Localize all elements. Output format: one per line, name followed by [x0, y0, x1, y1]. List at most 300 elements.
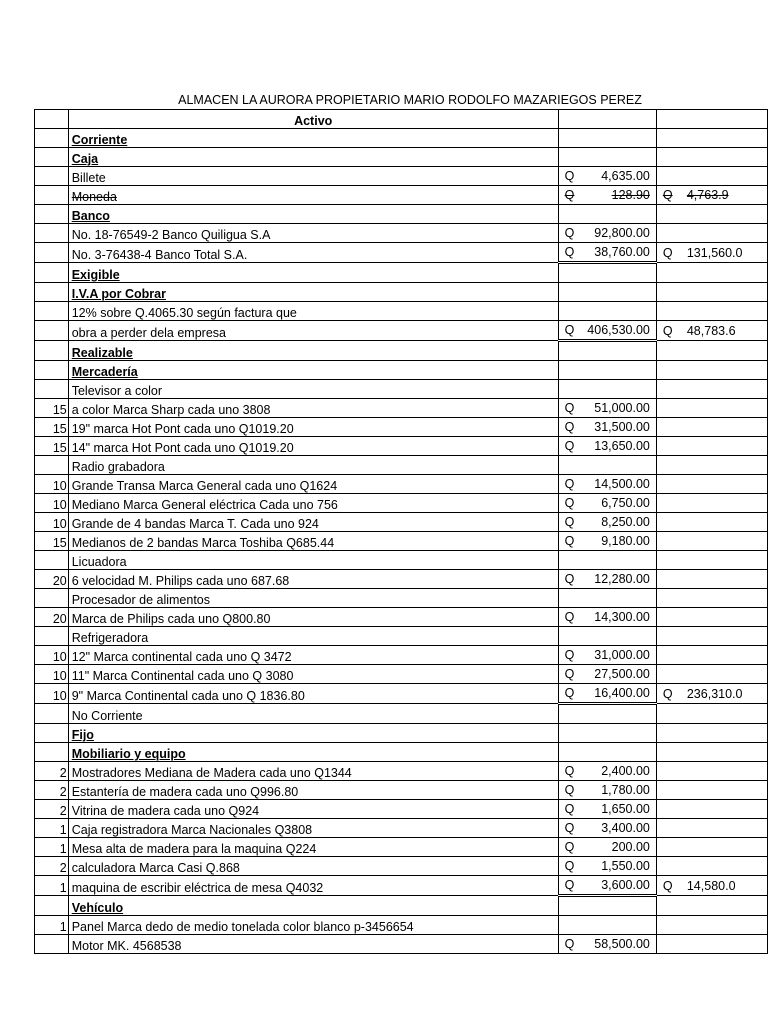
description-text: Grande de 4 bandas Marca T. Cada uno 924 — [71, 517, 319, 531]
total-cell[interactable] — [656, 665, 767, 684]
qty-cell[interactable] — [35, 302, 69, 321]
amount-value: 16,400.00 — [594, 686, 650, 700]
table-row — [35, 819, 768, 838]
description-cell[interactable] — [68, 380, 558, 399]
total-cell[interactable] — [656, 475, 767, 494]
description-cell[interactable] — [68, 167, 558, 186]
description-cell[interactable] — [68, 148, 558, 167]
description-text: Licuadora — [71, 555, 127, 569]
value-cell[interactable] — [558, 302, 656, 321]
description-text: 9" Marca Continental cada uno Q 1836.80 — [71, 689, 305, 703]
value-cell[interactable] — [558, 665, 656, 684]
value-cell[interactable] — [558, 186, 656, 205]
table-row — [35, 186, 768, 205]
qty-cell[interactable]: 15 — [35, 418, 69, 437]
description-cell[interactable] — [68, 724, 558, 743]
total-cell[interactable] — [656, 205, 767, 224]
total-cell[interactable] — [656, 627, 767, 646]
description-cell[interactable] — [68, 341, 558, 361]
qty-cell[interactable]: 2 — [35, 781, 69, 800]
qty-cell[interactable]: 20 — [35, 608, 69, 627]
qty-cell[interactable] — [35, 704, 69, 724]
total-cell[interactable] — [656, 302, 767, 321]
description-cell[interactable] — [68, 896, 558, 916]
value-cell[interactable] — [558, 167, 656, 186]
total-cell[interactable] — [656, 129, 767, 148]
value-cell[interactable] — [558, 148, 656, 167]
total-cell[interactable] — [656, 781, 767, 800]
currency-symbol: Q — [564, 821, 575, 835]
value-cell[interactable] — [558, 361, 656, 380]
table-row — [35, 762, 768, 781]
total-cell[interactable] — [656, 243, 767, 263]
currency-symbol: Q — [564, 188, 575, 202]
value-cell[interactable] — [558, 399, 656, 418]
table-row — [35, 800, 768, 819]
description-text: Moneda — [71, 190, 117, 204]
description-text: Caja registradora Marca Nacionales Q3808 — [71, 823, 313, 837]
value-cell[interactable] — [558, 819, 656, 838]
value-cell[interactable] — [558, 627, 656, 646]
description-cell[interactable] — [68, 475, 558, 494]
description-cell[interactable] — [68, 743, 558, 762]
qty-cell[interactable] — [35, 321, 69, 341]
currency-symbol: Q — [662, 246, 673, 260]
currency-symbol: Q — [564, 439, 575, 453]
description-text: Billete — [71, 171, 106, 185]
value-cell[interactable] — [558, 475, 656, 494]
description-cell[interactable] — [68, 437, 558, 456]
table-row — [35, 437, 768, 456]
total-cell[interactable] — [656, 916, 767, 935]
table-row — [35, 380, 768, 399]
qty-cell[interactable] — [35, 148, 69, 167]
header-row — [35, 110, 768, 129]
qty-cell[interactable] — [35, 283, 69, 302]
value-cell[interactable] — [558, 608, 656, 627]
currency-symbol: Q — [564, 648, 575, 662]
description-text: Radio grabadora — [71, 460, 165, 474]
qty-cell[interactable] — [35, 896, 69, 916]
total-cell[interactable] — [656, 437, 767, 456]
total-cell[interactable] — [656, 724, 767, 743]
description-cell[interactable] — [68, 418, 558, 437]
description-text: obra a perder dela empresa — [71, 326, 226, 340]
currency-symbol: Q — [564, 667, 575, 681]
table-row — [35, 205, 768, 224]
currency-symbol: Q — [564, 802, 575, 816]
total-cell[interactable] — [656, 380, 767, 399]
value-cell[interactable] — [558, 263, 656, 283]
description-text: Marca de Philips cada uno Q800.80 — [71, 612, 271, 626]
description-cell[interactable] — [68, 684, 558, 704]
description-text: Grande Transa Marca General cada uno Q1624 — [71, 479, 338, 493]
qty-cell[interactable]: 1 — [35, 876, 69, 896]
total-cell[interactable] — [656, 263, 767, 283]
description-text: Banco — [71, 209, 110, 223]
table-row — [35, 129, 768, 148]
qty-cell[interactable] — [35, 341, 69, 361]
description-cell[interactable] — [68, 838, 558, 857]
table-row — [35, 243, 768, 263]
value-cell[interactable] — [558, 456, 656, 475]
value-cell[interactable] — [558, 896, 656, 916]
description-text: Procesador de alimentos — [71, 593, 210, 607]
description-cell[interactable] — [68, 243, 558, 263]
description-text: Realizable — [71, 346, 133, 360]
total-cell[interactable] — [656, 399, 767, 418]
total-cell[interactable] — [656, 224, 767, 243]
amount-value: 3,400.00 — [601, 821, 650, 835]
table-row — [35, 456, 768, 475]
currency-symbol: Q — [564, 937, 575, 951]
table-row — [35, 896, 768, 916]
description-cell[interactable] — [68, 800, 558, 819]
currency-symbol: Q — [564, 323, 575, 337]
description-cell[interactable] — [68, 781, 558, 800]
description-cell[interactable] — [68, 608, 558, 627]
table-row — [35, 224, 768, 243]
description-cell[interactable] — [68, 302, 558, 321]
description-cell[interactable] — [68, 361, 558, 380]
qty-cell[interactable]: 10 — [35, 665, 69, 684]
total-cell[interactable] — [656, 361, 767, 380]
description-cell[interactable] — [68, 399, 558, 418]
value-cell[interactable] — [558, 437, 656, 456]
total-cell[interactable] — [656, 110, 767, 129]
currency-symbol: Q — [662, 324, 673, 338]
total-cell[interactable] — [656, 456, 767, 475]
table-row — [35, 857, 768, 876]
qty-cell[interactable]: 10 — [35, 513, 69, 532]
description-cell[interactable] — [68, 665, 558, 684]
value-cell[interactable] — [558, 205, 656, 224]
table-row — [35, 475, 768, 494]
description-text: Televisor a color — [71, 384, 163, 398]
table-row — [35, 513, 768, 532]
value-cell[interactable] — [558, 283, 656, 302]
description-text: No Corriente — [71, 709, 143, 723]
value-cell[interactable] — [558, 341, 656, 361]
qty-cell[interactable]: 15 — [35, 399, 69, 418]
total-cell[interactable] — [656, 684, 767, 704]
table-row — [35, 627, 768, 646]
description-cell[interactable] — [68, 646, 558, 665]
total-cell[interactable] — [656, 876, 767, 896]
table-row — [35, 704, 768, 724]
total-cell[interactable] — [656, 762, 767, 781]
value-cell[interactable] — [558, 762, 656, 781]
description-text: Mobiliario y equipo — [71, 747, 186, 761]
qty-cell[interactable] — [35, 627, 69, 646]
value-cell[interactable] — [558, 684, 656, 704]
currency-symbol: Q — [662, 188, 673, 202]
description-cell[interactable] — [68, 205, 558, 224]
description-text: maquina de escribir eléctrica de mesa Q4032 — [71, 881, 324, 895]
description-text: No. 3-76438-4 Banco Total S.A. — [71, 248, 248, 262]
description-text: Exigible — [71, 268, 120, 282]
description-text: Corriente — [71, 133, 128, 147]
description-text: Mostradores Mediana de Madera cada uno Q1344 — [71, 766, 352, 780]
total-cell[interactable] — [656, 167, 767, 186]
description-cell[interactable] — [68, 186, 558, 205]
total-cell[interactable] — [656, 532, 767, 551]
total-cell[interactable] — [656, 341, 767, 361]
description-text: Mercadería — [71, 365, 138, 379]
value-cell[interactable] — [558, 494, 656, 513]
qty-cell[interactable] — [35, 110, 69, 129]
table-row — [35, 302, 768, 321]
value-cell[interactable] — [558, 704, 656, 724]
qty-cell[interactable]: 10 — [35, 684, 69, 704]
table-row — [35, 361, 768, 380]
description-text: 11" Marca Continental cada uno Q 3080 — [71, 669, 294, 683]
amount-value: 27,500.00 — [594, 667, 650, 681]
table-row — [35, 532, 768, 551]
value-cell[interactable] — [558, 857, 656, 876]
value-cell[interactable] — [558, 916, 656, 935]
description-cell[interactable] — [68, 762, 558, 781]
value-cell[interactable] — [558, 781, 656, 800]
currency-symbol: Q — [564, 610, 575, 624]
description-cell[interactable] — [68, 494, 558, 513]
description-cell[interactable] — [68, 224, 558, 243]
value-cell[interactable] — [558, 646, 656, 665]
value-cell[interactable] — [558, 513, 656, 532]
balance-sheet-table — [34, 109, 768, 954]
value-cell[interactable] — [558, 589, 656, 608]
value-cell[interactable] — [558, 110, 656, 129]
description-text: Mesa alta de madera para la maquina Q224 — [71, 842, 317, 856]
value-cell[interactable] — [558, 321, 656, 341]
qty-cell[interactable]: 10 — [35, 475, 69, 494]
qty-cell[interactable] — [35, 589, 69, 608]
currency-symbol: Q — [564, 840, 575, 854]
table-row — [35, 724, 768, 743]
description-text: Caja — [71, 152, 99, 166]
amount-value: 51,000.00 — [594, 401, 650, 415]
description-cell[interactable] — [68, 704, 558, 724]
subtotal-value: 236,310.0 — [686, 687, 743, 701]
total-cell[interactable] — [656, 608, 767, 627]
total-cell[interactable] — [656, 570, 767, 589]
qty-cell[interactable]: 2 — [35, 762, 69, 781]
qty-cell[interactable] — [35, 743, 69, 762]
value-cell[interactable] — [558, 838, 656, 857]
value-cell[interactable] — [558, 224, 656, 243]
value-cell[interactable] — [558, 380, 656, 399]
amount-value: 406,530.00 — [587, 323, 650, 337]
value-cell[interactable] — [558, 876, 656, 896]
total-cell[interactable] — [656, 321, 767, 341]
table-row — [35, 570, 768, 589]
description-cell[interactable] — [68, 589, 558, 608]
table-row — [35, 589, 768, 608]
table-row — [35, 646, 768, 665]
currency-symbol: Q — [564, 764, 575, 778]
qty-cell[interactable] — [35, 361, 69, 380]
qty-cell[interactable]: 15 — [35, 437, 69, 456]
currency-symbol: Q — [564, 496, 575, 510]
table-row — [35, 321, 768, 341]
qty-cell[interactable]: 1 — [35, 916, 69, 935]
description-text: Medianos de 2 bandas Marca Toshiba Q685.44 — [71, 536, 335, 550]
qty-cell[interactable]: 20 — [35, 570, 69, 589]
amount-value: 128.90 — [611, 188, 650, 202]
qty-cell[interactable] — [35, 380, 69, 399]
amount-value: 2,400.00 — [601, 764, 650, 778]
header-activo[interactable]: Activo — [68, 110, 558, 129]
description-cell[interactable] — [68, 857, 558, 876]
currency-symbol: Q — [564, 401, 575, 415]
qty-cell[interactable]: 10 — [35, 646, 69, 665]
currency-symbol: Q — [564, 420, 575, 434]
total-cell[interactable] — [656, 148, 767, 167]
amount-value: 9,180.00 — [601, 534, 650, 548]
table-row — [35, 399, 768, 418]
description-cell[interactable] — [68, 513, 558, 532]
total-cell[interactable] — [656, 551, 767, 570]
qty-cell[interactable] — [35, 224, 69, 243]
value-cell[interactable] — [558, 243, 656, 263]
value-cell[interactable] — [558, 129, 656, 148]
description-cell[interactable] — [68, 263, 558, 283]
total-cell[interactable] — [656, 935, 767, 954]
table-row — [35, 148, 768, 167]
total-cell[interactable] — [656, 589, 767, 608]
currency-symbol: Q — [662, 687, 673, 701]
description-text: Vitrina de madera cada uno Q924 — [71, 804, 260, 818]
description-text: Estantería de madera cada uno Q996.80 — [71, 785, 299, 799]
subtotal-value: 131,560.0 — [686, 246, 743, 260]
description-text: calculadora Marca Casi Q.868 — [71, 861, 240, 875]
amount-value: 3,600.00 — [601, 878, 650, 892]
table-row — [35, 608, 768, 627]
description-text: Fijo — [71, 728, 94, 742]
amount-value: 1,650.00 — [601, 802, 650, 816]
description-cell[interactable] — [68, 819, 558, 838]
currency-symbol: Q — [564, 534, 575, 548]
amount-value: 92,800.00 — [594, 226, 650, 240]
value-cell[interactable] — [558, 570, 656, 589]
currency-symbol: Q — [564, 686, 575, 700]
qty-cell[interactable] — [35, 551, 69, 570]
subtotal-value: 14,580.0 — [686, 879, 736, 893]
amount-value: 38,760.00 — [594, 245, 650, 259]
description-cell[interactable] — [68, 876, 558, 896]
description-cell[interactable] — [68, 935, 558, 954]
total-cell[interactable] — [656, 283, 767, 302]
description-cell[interactable] — [68, 456, 558, 475]
total-cell[interactable] — [656, 513, 767, 532]
currency-symbol: Q — [564, 515, 575, 529]
table-row — [35, 743, 768, 762]
total-cell[interactable] — [656, 646, 767, 665]
value-cell[interactable] — [558, 935, 656, 954]
amount-value: 14,300.00 — [594, 610, 650, 624]
description-cell[interactable] — [68, 283, 558, 302]
qty-cell[interactable] — [35, 456, 69, 475]
total-cell[interactable] — [656, 800, 767, 819]
amount-value: 31,500.00 — [594, 420, 650, 434]
qty-cell[interactable]: 1 — [35, 819, 69, 838]
description-text: Mediano Marca General eléctrica Cada uno 756 — [71, 498, 338, 512]
description-text: No. 18-76549-2 Banco Quiligua S.A — [71, 228, 271, 242]
qty-cell[interactable] — [35, 935, 69, 954]
qty-cell[interactable] — [35, 129, 69, 148]
description-text: Refrigeradora — [71, 631, 149, 645]
total-cell[interactable] — [656, 186, 767, 205]
description-text: 14" marca Hot Pont cada uno Q1019.20 — [71, 441, 294, 455]
qty-cell[interactable] — [35, 167, 69, 186]
description-cell[interactable] — [68, 551, 558, 570]
currency-symbol: Q — [564, 878, 575, 892]
total-cell[interactable] — [656, 857, 767, 876]
table-row — [35, 551, 768, 570]
subtotal-value: 4,763.9 — [686, 188, 729, 202]
total-cell[interactable] — [656, 418, 767, 437]
qty-cell[interactable] — [35, 724, 69, 743]
qty-cell[interactable] — [35, 205, 69, 224]
value-cell[interactable] — [558, 551, 656, 570]
value-cell[interactable] — [558, 532, 656, 551]
qty-cell[interactable]: 15 — [35, 532, 69, 551]
description-cell[interactable] — [68, 129, 558, 148]
description-text: Motor MK. 4568538 — [71, 939, 182, 953]
qty-cell[interactable] — [35, 186, 69, 205]
total-cell[interactable] — [656, 704, 767, 724]
table-row — [35, 167, 768, 186]
value-cell[interactable] — [558, 743, 656, 762]
qty-cell[interactable]: 1 — [35, 838, 69, 857]
qty-cell[interactable]: 2 — [35, 857, 69, 876]
amount-value: 31,000.00 — [594, 648, 650, 662]
table-row — [35, 341, 768, 361]
subtotal-value: 48,783.6 — [686, 324, 736, 338]
qty-cell[interactable] — [35, 263, 69, 283]
qty-cell[interactable] — [35, 243, 69, 263]
qty-cell[interactable]: 10 — [35, 494, 69, 513]
total-cell[interactable] — [656, 896, 767, 916]
description-text: 12" Marca continental cada uno Q 3472 — [71, 650, 292, 664]
table-row — [35, 684, 768, 704]
total-cell[interactable] — [656, 494, 767, 513]
total-cell[interactable] — [656, 819, 767, 838]
sheet-title: ALMACEN LA AURORA PROPIETARIO MARIO RODOLFO MAZARIEGOS PEREZ — [178, 93, 642, 107]
total-cell[interactable] — [656, 838, 767, 857]
currency-symbol: Q — [564, 477, 575, 491]
table-row — [35, 665, 768, 684]
description-cell[interactable] — [68, 627, 558, 646]
description-cell[interactable] — [68, 321, 558, 341]
qty-cell[interactable]: 2 — [35, 800, 69, 819]
description-cell[interactable] — [68, 570, 558, 589]
description-cell[interactable] — [68, 532, 558, 551]
description-text: 19" marca Hot Pont cada uno Q1019.20 — [71, 422, 294, 436]
amount-value: 4,635.00 — [601, 169, 650, 183]
amount-value: 8,250.00 — [601, 515, 650, 529]
table-row — [35, 876, 768, 896]
table-row — [35, 935, 768, 954]
value-cell[interactable] — [558, 724, 656, 743]
value-cell[interactable] — [558, 800, 656, 819]
value-cell[interactable] — [558, 418, 656, 437]
amount-value: 200.00 — [611, 840, 650, 854]
table-row — [35, 781, 768, 800]
description-cell[interactable] — [68, 916, 558, 935]
table-row — [35, 838, 768, 857]
total-cell[interactable] — [656, 743, 767, 762]
